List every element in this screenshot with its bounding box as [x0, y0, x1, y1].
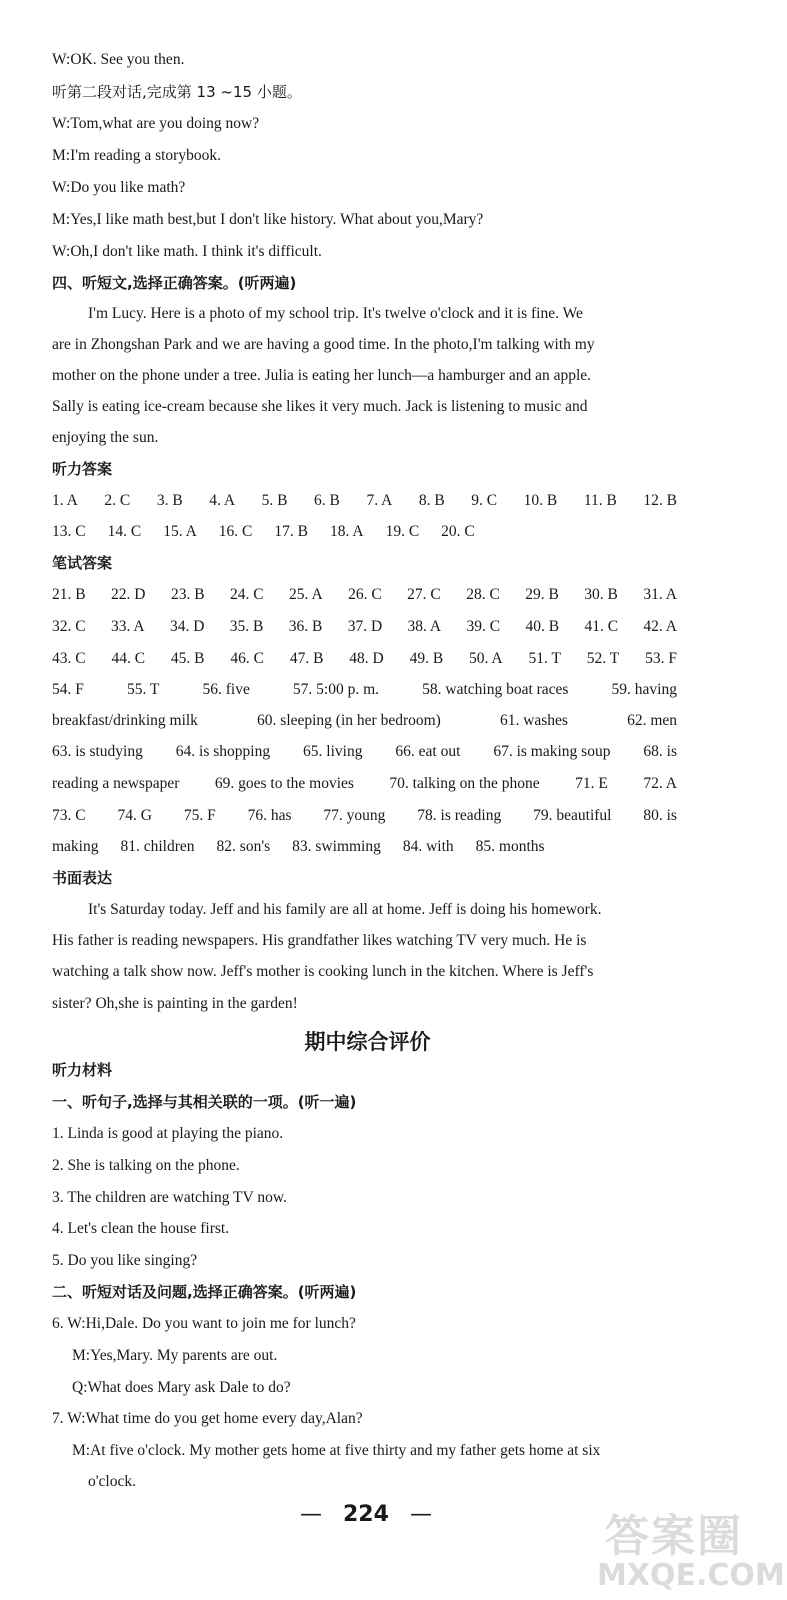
answer: 85. months [475, 838, 545, 855]
answer: 42. A [643, 618, 677, 635]
passage-line: are in Zhongshan Park and we are having a good time. In the photo,I'm talking with my [52, 336, 595, 353]
answer: 20. C [441, 523, 475, 540]
dialogue-line: M:I'm reading a storybook. [52, 147, 221, 164]
answer: 39. C [466, 618, 501, 635]
answer: 21. B [52, 586, 86, 603]
answer: 13. C [52, 523, 86, 540]
answer: 31. A [643, 586, 677, 603]
answer: 32. C [52, 618, 86, 635]
answer: 6. B [314, 492, 340, 509]
answer-row [52, 711, 677, 731]
answer: 25. A [289, 586, 323, 603]
answer: 49. B [409, 650, 444, 667]
answer: 3. B [156, 492, 183, 509]
answer: 10. B [523, 492, 558, 509]
answer: 18. A [329, 523, 364, 540]
materials-heading: 听力材料 [52, 1061, 113, 1079]
answer: 67. is making soup [493, 743, 611, 760]
passage-line: I'm Lucy. Here is a photo of my school trip. It's twelve o'clock and it is fine. We [88, 305, 583, 322]
dialogue-line: Q:What does Mary ask Dale to do? [72, 1379, 291, 1396]
answer: 81. children [120, 838, 195, 855]
writing-line: It's Saturday today. Jeff and his family are all at home. Jeff is doing his homework. [88, 901, 602, 918]
answer-row [52, 774, 677, 794]
answer-row [52, 617, 677, 637]
answer-row [52, 491, 677, 511]
answer: reading a newspaper [52, 775, 180, 792]
answer: 77. young [323, 807, 386, 824]
answer: 83. swimming [292, 838, 381, 855]
answer: 68. is [643, 743, 677, 760]
page-footer [300, 1502, 432, 1527]
watermark-url: MXQE.COM [597, 1558, 785, 1593]
answer: 35. B [229, 618, 264, 635]
dialogue-line: M:Yes,Mary. My parents are out. [72, 1347, 278, 1364]
answer: 11. B [583, 492, 617, 509]
written-answers-heading: 笔试答案 [52, 554, 113, 572]
answer: 43. C [52, 650, 86, 667]
passage-line: enjoying the sun. [52, 429, 159, 446]
answer: 7. A [366, 492, 393, 509]
answer-row [52, 585, 677, 605]
answer: 72. A [643, 775, 677, 792]
answer: making [52, 838, 99, 855]
answer: 34. D [169, 618, 205, 635]
answer: 78. is reading [417, 807, 502, 824]
answer-row [52, 649, 677, 669]
answer: 4. A [209, 492, 236, 509]
answer: 70. talking on the phone [389, 775, 540, 792]
answer: 36. B [288, 618, 323, 635]
answer: 56. five [202, 681, 250, 698]
sentence-item: 5. Do you like singing? [52, 1252, 198, 1269]
section-heading: 一、听句子,选择与其相关联的一项。(听一遍) [52, 1093, 357, 1111]
answer: 2. C [104, 492, 131, 509]
answer-row [52, 806, 677, 826]
answer: breakfast/drinking milk [52, 712, 198, 729]
answer-row [52, 742, 677, 762]
answer: 23. B [170, 586, 205, 603]
answer: 17. B [274, 523, 308, 540]
answer: 19. C [385, 523, 420, 540]
answer: 44. C [111, 650, 146, 667]
answer: 16. C [218, 523, 253, 540]
passage-line: Sally is eating ice-cream because she likes it very much. Jack is listening to music and [52, 398, 588, 415]
listening-answers-heading: 听力答案 [52, 460, 113, 478]
answer: 27. C [407, 586, 441, 603]
answer: 40. B [525, 618, 560, 635]
watermark-text: 答案圈 [605, 1511, 743, 1562]
answer: 55. T [126, 681, 160, 698]
answer: 47. B [289, 650, 324, 667]
answer: 59. having [611, 681, 677, 698]
answer: 80. is [643, 807, 677, 824]
answer-row [52, 680, 677, 700]
writing-line: watching a talk show now. Jeff's mother is cooking lunch in the kitchen. Where is Jeff's [52, 963, 594, 980]
footer-dash: — [409, 1502, 432, 1527]
dialogue-line: M:Yes,I like math best,but I don't like history. What about you,Mary? [52, 211, 484, 228]
answer: 64. is shopping [175, 743, 271, 760]
watermark-logo [595, 1500, 785, 1595]
sentence-item: 1. Linda is good at playing the piano. [52, 1125, 284, 1142]
answer: 54. F [52, 681, 84, 698]
dialogue-line: W:Tom,what are you doing now? [52, 115, 260, 132]
answer: 41. C [584, 618, 619, 635]
answer: 65. living [303, 743, 363, 760]
answer: 33. A [110, 618, 145, 635]
dialogue-line: W:Do you like math? [52, 179, 186, 196]
midterm-title: 期中综合评价 [304, 1030, 431, 1054]
answer-row [52, 522, 497, 542]
answer: 75. F [183, 807, 216, 824]
answer: 50. A [469, 650, 503, 667]
answer: 71. E [575, 775, 608, 792]
writing-line: sister? Oh,she is painting in the garden! [52, 995, 298, 1012]
answer: 60. sleeping (in her bedroom) [257, 712, 441, 729]
answer: 15. A [163, 523, 197, 540]
footer-dash: — [300, 1502, 322, 1527]
answer: 29. B [525, 586, 559, 603]
answer: 12. B [643, 492, 677, 509]
dialogue-line: M:At five o'clock. My mother gets home at five thirty and my father gets home at six [72, 1442, 601, 1459]
answer: 30. B [584, 586, 618, 603]
instruction-line: 听第二段对话,完成第 13 ~15 小题。 [52, 83, 302, 101]
answer: 84. with [402, 838, 454, 855]
answer: 69. goes to the movies [214, 775, 354, 792]
answer: 45. B [170, 650, 205, 667]
writing-line: His father is reading newspapers. His grandfather likes watching TV very much. He is [52, 932, 587, 949]
sentence-item: 4. Let's clean the house first. [52, 1220, 230, 1237]
answer: 9. C [471, 492, 498, 509]
answer: 73. C [52, 807, 86, 824]
answer: 76. has [247, 807, 292, 824]
page-number: 224 [343, 1502, 389, 1527]
answer: 28. C [466, 586, 500, 603]
answer: 38. A [407, 618, 442, 635]
section-heading: 二、听短对话及问题,选择正确答案。(听两遍) [52, 1283, 357, 1301]
passage-line: mother on the phone under a tree. Julia is eating her lunch—a hamburger and an apple. [52, 367, 592, 384]
answer: 61. washes [499, 712, 568, 729]
dialogue-line: W:Oh,I don't like math. I think it's difficult. [52, 243, 322, 260]
answer: 53. F [645, 650, 677, 667]
answer: 52. T [586, 650, 620, 667]
answer: 14. C [107, 523, 142, 540]
answer: 74. G [117, 807, 152, 824]
answer: 5. B [261, 492, 288, 509]
answer: 62. men [627, 712, 677, 729]
answer: 66. eat out [395, 743, 461, 760]
dialogue-line: o'clock. [88, 1473, 136, 1490]
answer: 26. C [348, 586, 382, 603]
answer: 82. son's [216, 838, 271, 855]
answer: 24. C [230, 586, 264, 603]
answer: 46. C [230, 650, 264, 667]
answer: 1. A [52, 492, 78, 509]
answer: 37. D [347, 618, 383, 635]
dialogue-line: 6. W:Hi,Dale. Do you want to join me for lunch? [52, 1315, 356, 1332]
answer: 48. D [349, 650, 384, 667]
sentence-item: 3. The children are watching TV now. [52, 1189, 287, 1206]
answer: 8. B [418, 492, 445, 509]
answer: 22. D [111, 586, 146, 603]
answer: 79. beautiful [533, 807, 612, 824]
sentence-item: 2. She is talking on the phone. [52, 1157, 240, 1174]
section-heading: 四、听短文,选择正确答案。(听两遍) [52, 274, 297, 292]
answer: 51. T [528, 650, 561, 667]
answer-row [52, 837, 567, 857]
dialogue-line: 7. W:What time do you get home every day,Alan? [52, 1410, 363, 1427]
dialogue-line: W:OK. See you then. [52, 51, 185, 68]
answer: 58. watching boat races [422, 681, 569, 698]
writing-heading: 书面表达 [52, 869, 113, 887]
answer: 63. is studying [52, 743, 143, 760]
answer: 57. 5:00 p. m. [292, 681, 380, 698]
